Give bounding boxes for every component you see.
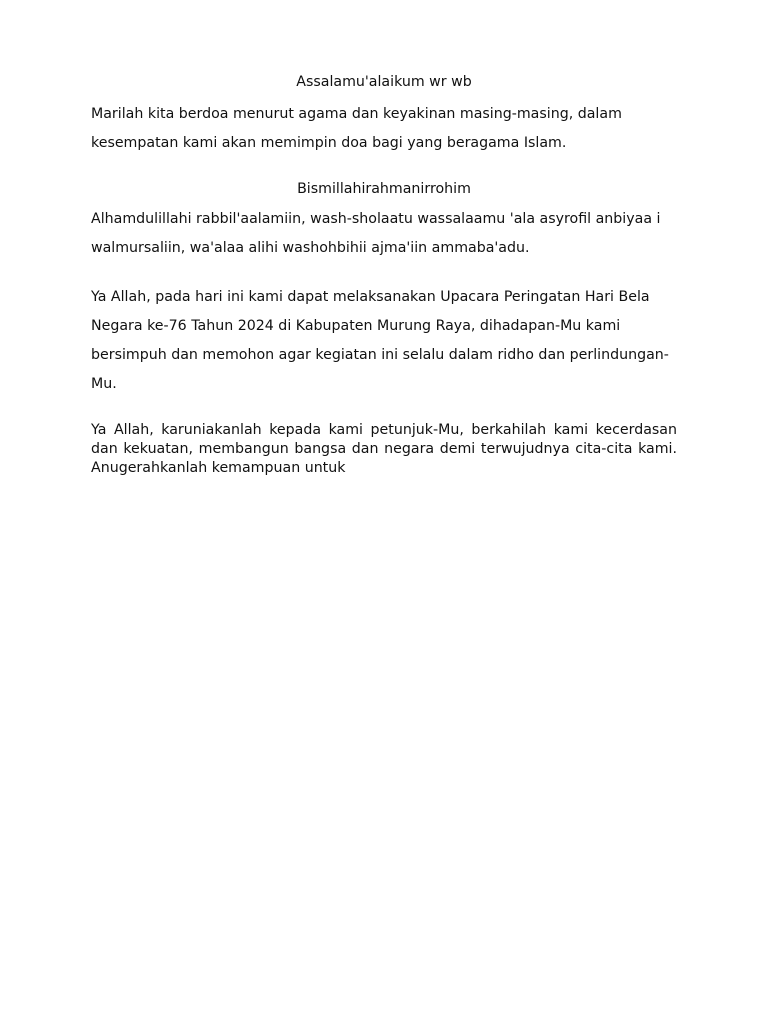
bismillah-heading: Bismillahirahmanirrohim	[297, 181, 471, 197]
prayer-paragraph-2: Ya Allah, karuniakanlah kepada kami petunjuk-Mu, berkahilah kami kecerdasan dan kekuatan, membangun bangsa dan negara demi terwujudnya cita-cita kami. Anugerahkanlah kemampuan untuk	[91, 422, 677, 476]
intro-paragraph: Marilah kita berdoa menurut agama dan keyakinan masing-masing, dalam kesempatan kami akan memimpin doa bagi yang beragama Islam.	[91, 106, 622, 151]
opening-paragraph: Alhamdulillahi rabbil'aalamiin, wash-sholaatu wassalaamu 'ala asyrofil anbiyaa i walmursaliin, wa'alaa alihi washohbihii ajma'iin ammaba'adu.	[91, 211, 661, 256]
prayer-paragraph-1: Ya Allah, pada hari ini kami dapat melaksanakan Upacara Peringatan Hari Bela Negara ke-76 Tahun 2024 di Kabupaten Murung Raya, dihadapan-Mu kami bersimpuh dan memohon agar kegiatan ini selalu dalam ridho dan perlindungan-Mu.	[91, 289, 669, 392]
greeting-heading: Assalamu'alaikum wr wb	[296, 74, 472, 90]
document-body	[91, 72, 677, 478]
